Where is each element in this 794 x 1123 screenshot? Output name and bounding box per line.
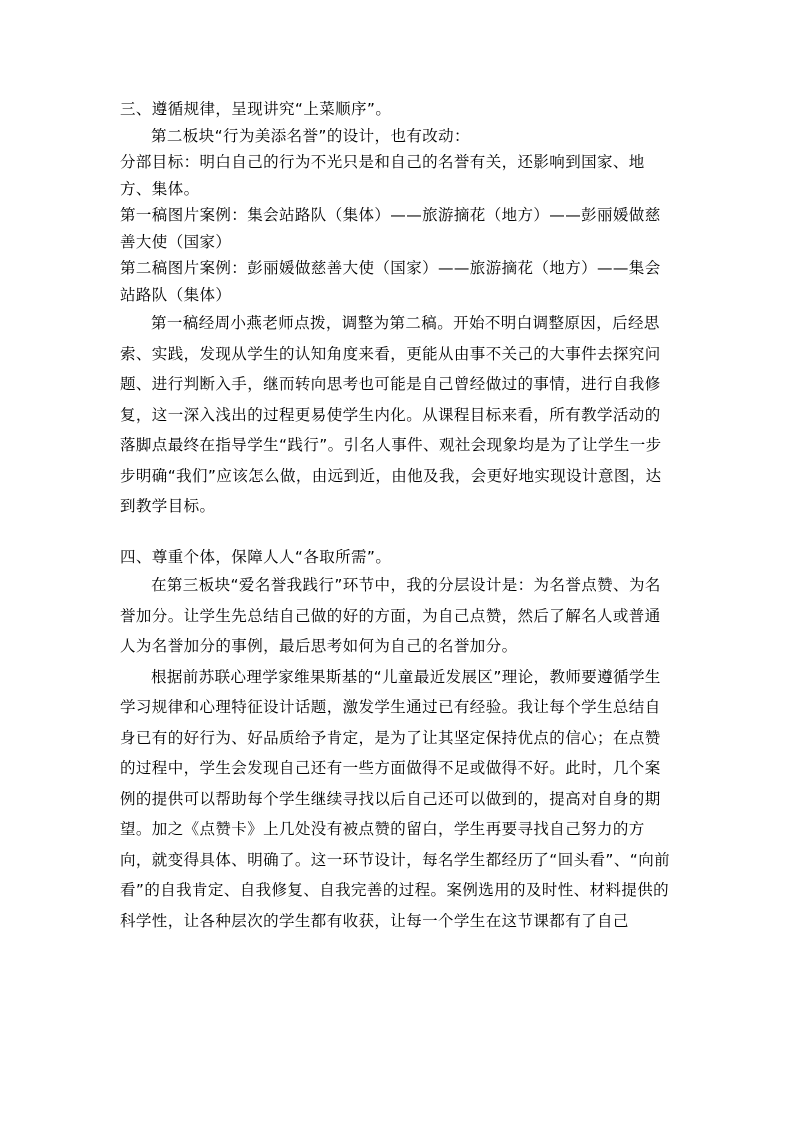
document-content <box>120 96 676 936</box>
section-3-heading: 三、遵循规律，呈现讲究“上菜顺序”。 <box>120 100 392 118</box>
section-3-intro: 第二板块“行为美添名誉”的设计，也有改动： <box>151 126 470 145</box>
section-3-goal: 分部目标：明白自己的行为不光只是和自己的名誉有关，还影响到国家、地方、集体。 <box>120 153 645 198</box>
section-4-heading: 四、尊重个体，保障人人“各取所需”。 <box>120 547 392 566</box>
section-3-draft-2: 第二稿图片案例：彭丽媛做慈善大使（国家）——旅游摘花（地方）——集会站路队（集体） <box>120 259 661 304</box>
section-3-body: 第一稿经周小燕老师点拨，调整为第二稿。开始不明白调整原因，后经思索、实践，发现从学生的认知角度来看，更能从由事不关己的大事件去探究问题、进行判断入手，继而转向思考也可能是自己曾经做过的事情，进行自我修复，这一深入浅出的过程更易使学生内化。从课程目标来看，所有教学活动的落脚点最终在指导学生“践行”。引名人事件、观社会现象均是为了让学生一步步明确“我们”应该怎么做，由远到近，由他及我，会更好地实现设计意图，达到教学目标。 <box>120 314 662 515</box>
section-3-draft-1: 第一稿图片案例：集会站路队（集体）——旅游摘花（地方）——彭丽媛做慈善大使（国家） <box>120 206 661 251</box>
section-4-paragraph-2: 根据前苏联心理学家维果斯基的“儿童最近发展区”理论，教师要遵循学生学习规律和心理特征设计话题，激发学生通过已有经验。我让每个学生总结自身已有的好行为、好品质给予肯定，是为了让其坚定保持优点的信心；在点赞的过程中，学生会发现自己还有一些方面做得不足或做得不好。此时，几个案例的提供可以帮助每个学生继续寻找以后自己还可以做到的，提高对自身的期望。加之《点赞卡》上几处没有被点赞的留白，学生再要寻找自己努力的方向，就变得具体、明确了。这一环节设计，每名学生都经历了“回头看”、“向前看”的自我肯定、自我修复、自我完善的过程。案例选用的及时性、材料提供的科学性，让各种层次的学生都有收获，让每一个学生在这节课都有了自己 <box>120 667 670 930</box>
paragraph-gap <box>120 522 676 544</box>
section-4-paragraph-1: 在第三板块“爱名誉我践行”环节中，我的分层设计是：为名誉点赞、为名誉加分。让学生先总结自己做的好的方面，为自己点赞，然后了解名人或普通人为名誉加分的事例，最后思考如何为自己的名誉加分。 <box>120 576 661 655</box>
